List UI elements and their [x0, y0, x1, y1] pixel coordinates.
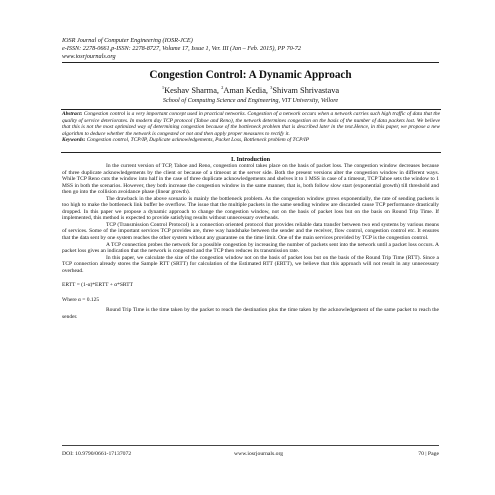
author-2-marker: 2 — [221, 85, 224, 91]
abstract-box — [61, 109, 441, 153]
author-2: Aman Kedia, — [223, 86, 271, 95]
footer-page-number: 70 | Page — [418, 451, 439, 457]
author-1-marker: 1 — [161, 85, 165, 91]
author-3-marker: 3 — [270, 85, 273, 91]
footer-site[interactable]: www.iosrjournals.org — [234, 451, 284, 457]
footer-doi: DOI: 10.9790/0661-17137072 — [62, 451, 132, 457]
journal-name: IOSR Journal of Computer Engineering (IOSR-JCE) — [62, 37, 193, 44]
keywords-text: Congestion control, TCP/IP, Duplicate acknowledgements, Packet Loss, Bottleneck problem of TCP/IP — [85, 137, 309, 144]
keywords — [62, 137, 440, 144]
paragraph: The drawback in the above scenario is mainly the bottleneck problem. As the congestion window grows exponentially, the rate of sending packets is too high to make the bottleneck link buffer be overflow. The issue that the multiple packets in the same sending window are discarded cause TCP performance drastically dropped. In this paper we propose a dynamic approach to change the congestion window, not on the basis of packet loss but on the basis on Round Trip Time. If implemented, this method is expected to provide satisfying results without unnecessary overheads. — [62, 195, 439, 222]
paragraph: TCP (Transmission Control Protocol) is a connection oriented protocol that provides reliable data transfer between two end systems by various means of services. Some of the important services TCP provides are, three way handshake between the sender and the receiver, flow control, congestion control etc. It ensures that the data sent by one system reaches the other system without any guarantee on the time limit. One of the main services provided by TCP is the congestion control. — [62, 221, 439, 242]
paper-title: Congestion Control: A Dynamic Approach — [149, 69, 352, 81]
abstract-text: Congestion control is a very important concept used in practical networks. Congestion of a network occurs when a network carries such high traffic of data that the quality of service deteriorates. In modern day TCP protocol (Tahoe and Reno), the network determines congestion on the basis of the number of data packets lost. We believe that this is not the most optimized way of determining congestion because of the bottleneck problem that is described later in the text.Hence, in this paper, we propose a new algorithm to deduce whether the network is congested or not and then apply proper measures to rectify it. — [62, 111, 440, 137]
page-footer — [62, 445, 439, 457]
paragraph: In the current version of TCP, Tahoe and Reno, congestion control takes place on the basis of packet loss. The congestion window decreases because of three duplicate acknowledgements by the client or because of a timeout at the server side. Both the present versions alter the congestion window in different ways. While TCP Reno cuts the window into half in the case of three duplicate acknowledgements and shelves it to 1 MSS in case of a timeout, TCP Tahoe sets the window to 1 MSS in both the scenarios. However, they both increase the congestion window in the same manner, that is, both follow slow start (exponential growth) till threshold and then go into the collision avoidance phase (linear growth). — [62, 163, 439, 196]
paragraph: A TCP connection probes the network for a possible congestion by increasing the number of packets sent into the network until a packet loss occurs. A packet loss gives an indication that the network is congested and the TCP then reduces its transmission rate. — [62, 241, 439, 255]
journal-issn: e-ISSN: 2278-0661,p-ISSN: 2278-8727, Volume 17, Issue 1, Ver. III (Jan – Feb. 2015), PP 70-72 — [62, 45, 301, 52]
ertt-equation: ERTT = (1-α)*ERTT + α*SRTT — [62, 282, 133, 289]
header-divider — [62, 62, 439, 63]
paragraph: In this paper, we calculate the size of the congestion window not on the basis of packet loss but on the basis of the Round Trip Time (RTT). Since a TCP connection already stores the Sample RTT (SRTT) for calculation of the Estimated RTT (ERTT), we believe that this approach will not result in any unnecessary overhead. — [62, 254, 439, 274]
author-1: Keshav Sharma, — [164, 86, 222, 95]
abstract — [62, 111, 440, 137]
abstract-label: Abstract: — [62, 111, 83, 117]
body-text — [62, 163, 439, 320]
author-list — [62, 86, 439, 96]
journal-link[interactable]: www.iosrjournals.org — [62, 53, 116, 60]
alpha-definition: Where α = 0.125 — [62, 296, 100, 303]
affiliation: School of Computing Science and Engineering, VIT University, Vellore — [162, 97, 339, 104]
paragraph: Round Trip Time is the time taken by the packet to reach the destination plus the time taken by the acknowledgement of the same packet to reach the sender. — [62, 307, 439, 320]
journal-header — [62, 37, 442, 61]
section-heading: I. Introduction — [230, 156, 271, 163]
author-3: Shivam Shrivastava — [272, 86, 340, 95]
keywords-label: Keywords: — [62, 137, 86, 144]
